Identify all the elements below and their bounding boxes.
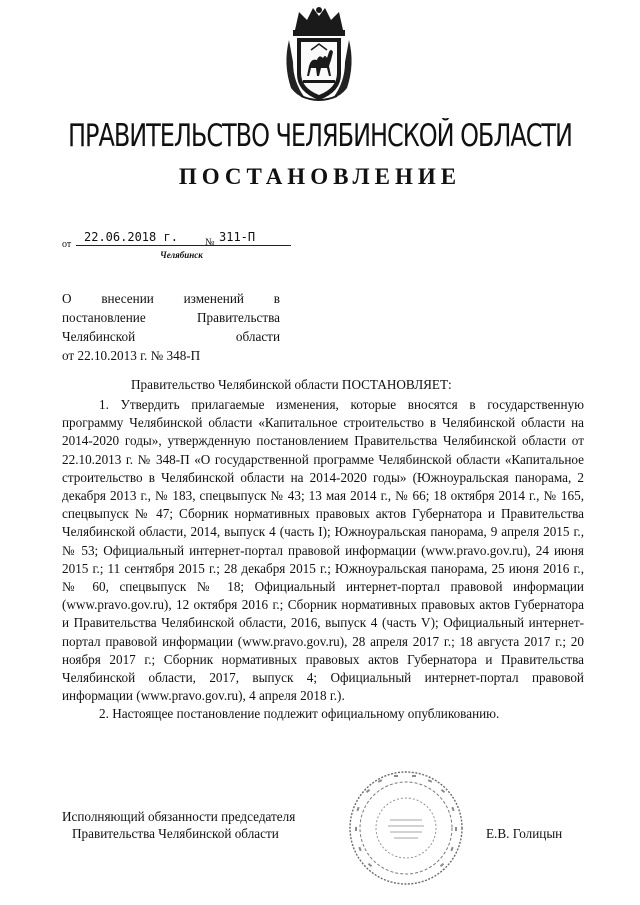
number-underline	[216, 245, 291, 246]
subject-line: постановление Правительства	[62, 310, 280, 325]
document-subject	[62, 289, 280, 365]
organization-title: ПРАВИТЕЛЬСТВО ЧЕЛЯБИНСКОЙ ОБЛАСТИ	[68, 118, 572, 154]
signatory-title-line-2: Правительства Челябинской области	[72, 826, 279, 841]
signatory-title-line-1: Исполняющий обязанности председателя	[62, 809, 296, 824]
number-label: №	[205, 237, 215, 248]
document-body	[62, 396, 584, 724]
document-type-title: ПОСТАНОВЛЕНИЕ	[178, 164, 462, 189]
official-seal-stamp	[346, 768, 466, 888]
city-label: Челябинск	[160, 250, 203, 260]
subject-line: О внесении изменений в	[62, 291, 280, 306]
subject-line: от 22.10.2013 г. № 348-П	[62, 348, 201, 363]
signatory-name: Е.В. Голицын	[486, 826, 563, 841]
coat-of-arms-emblem	[281, 4, 357, 104]
paragraph-1: 1. Утвердить прилагаемые изменения, которые вносятся в государственную программу Челябинской области «Капитальное строительство в Челябинской области на 2014-2020 годы», утвержденную постановлением Правительства Челябинской области от 22.10.2013 г. № 348-П «О государственной программе Челябинской области «Капитальное строительство в Челябинской области на 2014-2020 годы» (Южноуральская панорама, 2 декабря 2013 г., № 183, спецвыпуск № 43; 13 мая 2014 г., № 66; 18 октября 2014 г., № 165, спецвыпуск № 47; Сборник нормативных правовых актов Губернатора и Правительства Челябинской области, 2014, выпуск 4 (часть I); Южноуральская панорама, 9 апреля 2015 г., № 53; Официальный интернет-портал правовой информации (www.pravo.gov.ru), 24 июня 2015 г.; 11 сентября 2015 г.; 28 декабря 2015 г.; Южноуральская панорама, 25 июня 2016 г., № 60, спецвыпуск № 18; Официальный интернет-портал правовой информации (www.pravo.gov.ru), 12 октября 2016 г.; Сборник нормативных правовых актов Губернатора и Правительства Челябинской области, 2016, выпуск 4 (часть V); Официальный интернет-портал правовой информации (www.pravo.gov.ru), 28 апреля 2017 г.; 18 августа 2017 г.; 20 ноября 2017 г.; Сборник нормативных правовых актов Губернатора и Правительства Челябинской области, 2017, выпуск 4; Официальный интернет-портал правовой информации (www.pravo.gov.ru), 4 апреля 2018 г.).	[62, 397, 584, 704]
document-date: 22.06.2018 г.	[84, 230, 178, 244]
date-label: от	[62, 239, 72, 250]
paragraph-2: 2. Настоящее постановление подлежит официальному опубликованию.	[99, 706, 500, 722]
resolution-intro: Правительство Челябинской области ПОСТАНОВЛЯЕТ:	[131, 377, 452, 392]
document-number: 311-П	[219, 230, 256, 244]
subject-line: Челябинской области	[62, 329, 280, 344]
